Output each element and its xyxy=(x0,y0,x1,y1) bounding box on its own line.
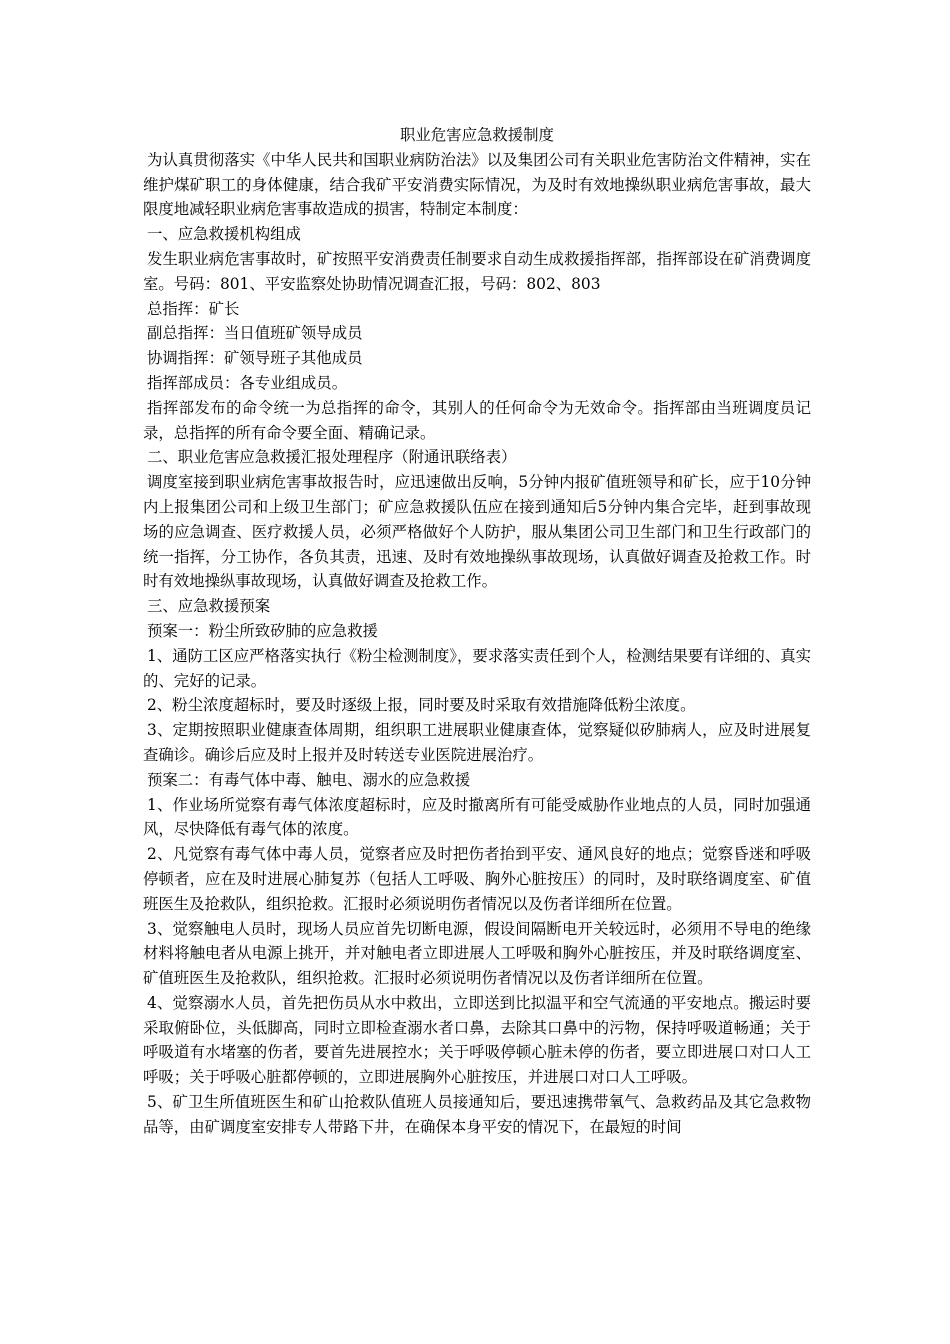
paragraph: 总指挥：矿长 xyxy=(147,299,240,318)
subsection-heading: 预案一：粉尘所致矽肺的应急救援 xyxy=(147,621,378,640)
document-page xyxy=(143,123,811,1140)
section-heading-2: 二、职业危害应急救援汇报处理程序（附通讯联络表） xyxy=(147,448,517,467)
paragraph-intro: 为认真贯彻落实《中华人民共和国职业病防治法》以及集团公司有关职业危害防治文件精神，实在维护煤矿职工的身体健康，结合我矿平安消费实际情况，为及时有效地操纵职业病危害事故，最大限度地减轻职业病危害事故造成的损害，特制定本制度： xyxy=(143,150,811,219)
paragraph: 1、通防工区应严格落实执行《粉尘检测制度》，要求落实责任到个人，检测结果要有详细的、真实的、完好的记录。 xyxy=(143,646,811,690)
paragraph: 4、觉察溺水人员，首先把伤员从水中救出，立即送到比拟温平和空气流通的平安地点。搬运时要采取俯卧位，头低脚高，同时立即检查溺水者口鼻，去除其口鼻中的污物，保持呼吸道畅通；关于呼吸道有水堵塞的伤者，要首先进展控水；关于呼吸停顿心脏未停的伤者，要立即进展口对口人工呼吸；关于呼吸心脏都停顿的，立即进展胸外心脏按压，并进展口对口人工呼吸。 xyxy=(143,993,811,1087)
paragraph: 2、凡觉察有毒气体中毒人员，觉察者应及时把伤者抬到平安、通风良好的地点；觉察昏迷和呼吸停顿者，应在及时进展心肺复苏（包括人工呼吸、胸外心脏按压）的同时，及时联络调度室、矿值班医生及抢救队，组织抢救。汇报时必须说明伤者情况以及伤者详细所在位置。 xyxy=(143,845,811,913)
paragraph: 副总指挥：当日值班矿领导成员 xyxy=(147,324,363,343)
subsection-heading: 预案二：有毒气体中毒、触电、溺水的应急救援 xyxy=(147,770,471,789)
section-heading-1: 一、应急救援机构组成 xyxy=(147,225,301,244)
paragraph: 指挥部成员：各专业组成员。 xyxy=(147,373,348,392)
paragraph: 2、粉尘浓度超标时，要及时逐级上报，同时要及时采取有效措施降低粉尘浓度。 xyxy=(147,696,696,715)
document-title: 职业危害应急救援制度 xyxy=(400,126,554,144)
paragraph: 5、矿卫生所值班医生和矿山抢救队值班人员接通知后，要迅速携带氧气、急救药品及其它急救物品等，由矿调度室安排专人带路下井，在确保本身平安的情况下，在最短的时间 xyxy=(143,1093,811,1136)
paragraph: 3、觉察触电人员时，现场人员应首先切断电源，假设间隔断电开关较远时，必须用不导电的绝缘材料将触电者从电源上挑开，并对触电者立即进展人工呼吸和胸外心脏按压，并及时联络调度室、矿值班医生及抢救队，组织抢救。汇报时必须说明伤者情况以及伤者详细所在位置。 xyxy=(143,919,811,988)
paragraph: 3、定期按照职业健康查体周期，组织职工进展职业健康查体，觉察疑似矽肺病人，应及时进展复查确诊。确诊后应及时上报并及时转送专业医院进展治疗。 xyxy=(143,721,811,764)
paragraph: 调度室接到职业病危害事故报告时，应迅速做出反响，5分钟内报矿值班领导和矿长，应于10分钟内上报集团公司和上级卫生部门；矿应急救援队伍应在接到通知后5分钟内集合完毕，赶到事故现场的应急调查、医疗救援人员，必须严格做好个人防护，服从集团公司卫生部门和卫生行政部门的统一指挥，分工协作，各负其责，迅速、及时有效地操纵事故现场，认真做好调查及抢救工作。时时有效地操纵事故现场，认真做好调查及抢救工作。 xyxy=(143,473,811,591)
paragraph: 1、作业场所觉察有毒气体浓度超标时，应及时撤离所有可能受威胁作业地点的人员，同时加强通风，尽快降低有毒气体的浓度。 xyxy=(143,795,811,839)
paragraph: 协调指挥：矿领导班子其他成员 xyxy=(147,349,363,368)
paragraph: 指挥部发布的命令统一为总指挥的命令，其别人的任何命令为无效命令。指挥部由当班调度员记录，总指挥的所有命令要全面、精确记录。 xyxy=(143,398,811,442)
paragraph: 发生职业病危害事故时，矿按照平安消费责任制要求自动生成救援指挥部，指挥部设在矿消费调度室。号码：801、平安监察处协助情况调查汇报，号码：802、803 xyxy=(143,249,811,293)
section-heading-3: 三、应急救援预案 xyxy=(147,597,271,616)
